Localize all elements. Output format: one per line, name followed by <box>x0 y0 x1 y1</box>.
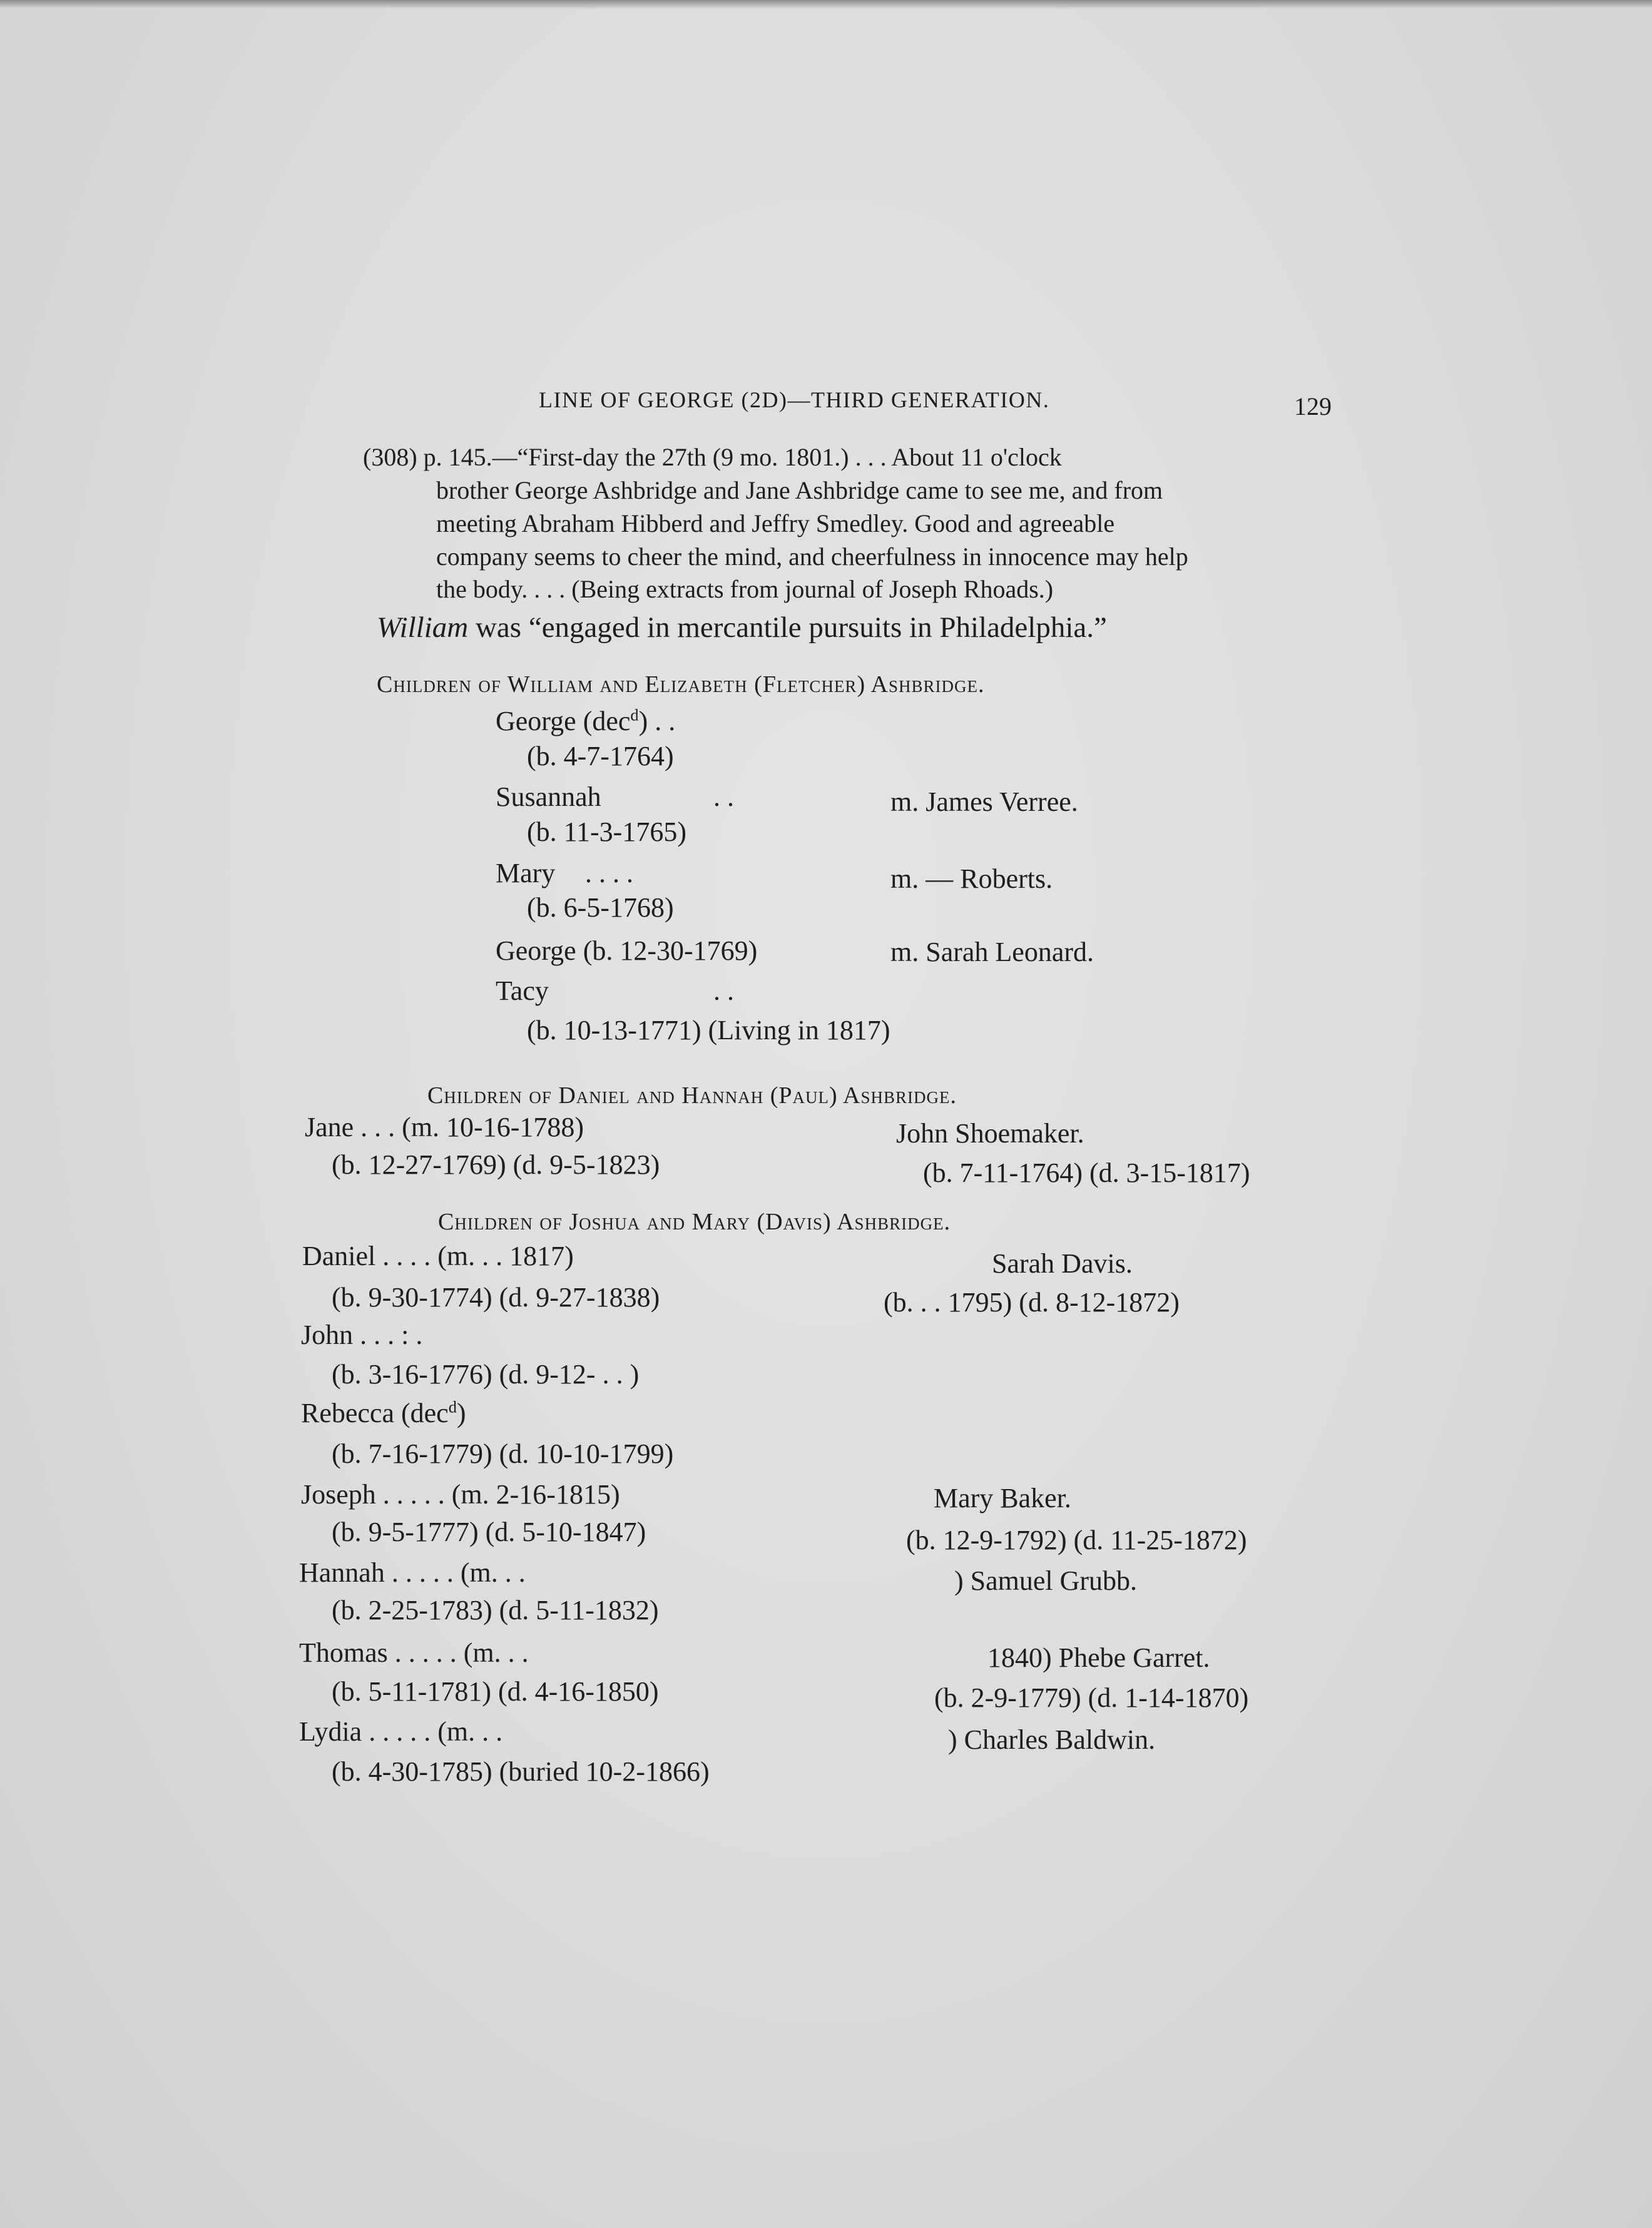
entry-dots: . . . . <box>585 858 633 888</box>
note-line: company seems to cheer the mind, and cheerfulness in innocence may help <box>436 542 1188 571</box>
entry-dots: . . <box>713 975 734 1006</box>
entry-name: George (b. 12-30-1769) <box>496 935 758 966</box>
entry-name: Jane . . . (m. 10-16-1788) <box>305 1112 584 1142</box>
note-line: brother George Ashbridge and Jane Ashbridge came to see me, and from <box>436 476 1163 504</box>
entry-spouse: m. Sarah Leonard. <box>890 937 1094 967</box>
entry-name: Rebecca (dec$^d$) <box>301 1397 466 1428</box>
note-line: meeting Abraham Hibberd and Jeffry Smedley. Good and agreeable <box>436 509 1115 537</box>
entry-dates: (b. 9-5-1777) (d. 5-10-1847) <box>332 1517 646 1547</box>
entry-dates: (b. 12-27-1769) (d. 9-5-1823) <box>332 1149 660 1180</box>
entry-name: Susannah <box>496 781 601 812</box>
entry-spouse: m. James Verree. <box>890 786 1078 817</box>
lead-sentence <box>377 613 1107 643</box>
entry-spouse: Sarah Davis. <box>992 1248 1133 1279</box>
entry-dates: (b. 4-30-1785) (buried 10-2-1866) <box>332 1756 710 1787</box>
spouse-dates: (b. . . 1795) (d. 8-12-1872) <box>884 1287 1180 1318</box>
entry-spouse: ) Charles Baldwin. <box>948 1724 1156 1755</box>
spouse-dates: (b. 12-9-1792) (d. 11-25-1872) <box>906 1525 1247 1555</box>
entry-dots: . . <box>713 781 734 812</box>
entry-dates: (b. 3-16-1776) (d. 9-12- . . ) <box>332 1359 640 1390</box>
entry-dates: (b. 6-5-1768) <box>527 892 674 923</box>
entry-spouse: Mary Baker. <box>934 1483 1071 1513</box>
entry-name: George (dec$^d$) . . <box>496 705 676 736</box>
entry-dates: (b. 10-13-1771) (Living in 1817) <box>527 1015 890 1045</box>
entry-name: Daniel . . . . (m. . . 1817) <box>302 1241 574 1271</box>
entry-name: Hannah . . . . . (m. . . <box>299 1557 526 1588</box>
scan-top-edge <box>0 0 1652 9</box>
entry-dates: (b. 7-16-1779) (d. 10-10-1799) <box>332 1438 674 1469</box>
entry-name: Mary <box>496 858 556 888</box>
note-line: the body. . . . (Being extracts from journal of Joseph Rhoads.) <box>436 575 1054 603</box>
entry-name: John . . . : . <box>301 1320 423 1350</box>
entry-spouse: John Shoemaker. <box>896 1118 1084 1149</box>
note-line: (308) p. 145.—“First-day the 27th (9 mo. 1801.) . . . About 11 o'clock <box>363 443 1062 471</box>
entry-dates: (b. 4-7-1764) <box>527 741 674 771</box>
entry-name: Thomas . . . . . (m. . . <box>299 1637 529 1668</box>
section-heading: Children of William and Elizabeth (Fletcher) Ashbridge. <box>377 671 985 698</box>
entry-spouse: 1840) Phebe Garret. <box>987 1642 1210 1673</box>
entry-dates: (b. 11-3-1765) <box>527 816 686 847</box>
section-heading: Children of Daniel and Hannah (Paul) Ashbridge. <box>427 1082 957 1109</box>
lead-text: was “engaged in mercantile pursuits in Philadelphia.” <box>468 611 1107 644</box>
entry-name: Lydia . . . . . (m. . . <box>299 1716 503 1747</box>
section-heading: Children of Joshua and Mary (Davis) Ashbridge. <box>438 1209 951 1235</box>
entry-dates: (b. 9-30-1774) (d. 9-27-1838) <box>332 1282 660 1313</box>
entry-dates: (b. 5-11-1781) (d. 4-16-1850) <box>332 1676 659 1707</box>
entry-spouse: ) Samuel Grubb. <box>954 1565 1138 1596</box>
entry-spouse: m. — Roberts. <box>890 863 1053 894</box>
spouse-dates: (b. 2-9-1779) (d. 1-14-1870) <box>934 1682 1249 1713</box>
spouse-dates: (b. 7-11-1764) (d. 3-15-1817) <box>923 1157 1250 1188</box>
entry-name: Tacy <box>496 975 549 1006</box>
running-title: LINE OF GEORGE (2D)—THIRD GENERATION. <box>539 387 1050 412</box>
entry-name: Joseph . . . . . (m. 2-16-1815) <box>301 1479 620 1510</box>
entry-dates: (b. 2-25-1783) (d. 5-11-1832) <box>332 1595 659 1625</box>
page-number: 129 <box>1294 392 1332 420</box>
lead-name: William <box>377 611 469 644</box>
